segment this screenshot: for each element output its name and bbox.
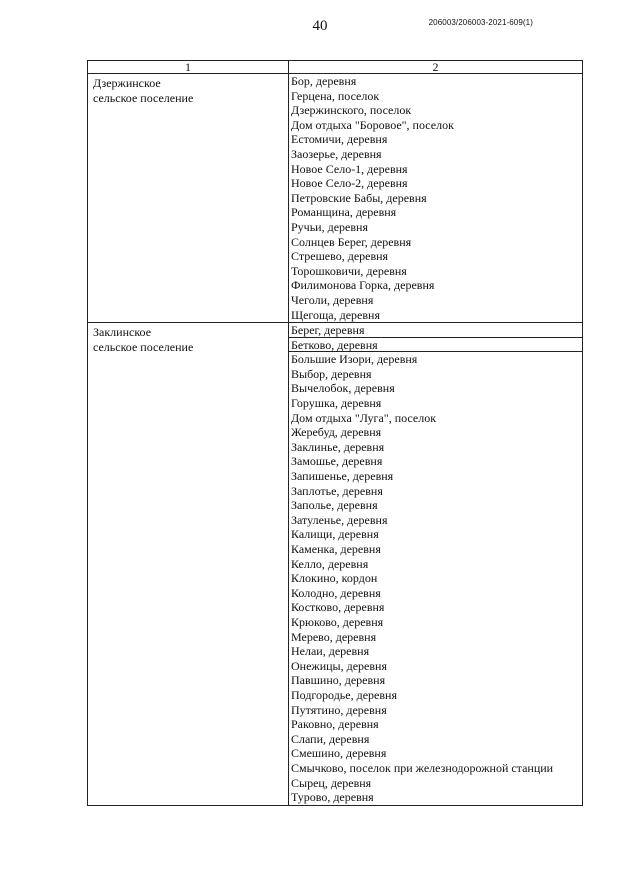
settlements-table xyxy=(87,60,583,806)
village-item: Калищи, деревня xyxy=(291,527,379,542)
village-item: Выбор, деревня xyxy=(291,366,372,381)
village-item: Горушка, деревня xyxy=(291,396,382,411)
village-item: Новое Село-2, деревня xyxy=(291,176,408,191)
village-list xyxy=(289,323,582,805)
settlement-type: сельское поселение xyxy=(93,90,194,105)
village-item: Чеголи, деревня xyxy=(291,292,374,307)
village-item: Смычково, поселок при железнодорожной станции xyxy=(291,760,554,775)
village-item: Нелаи, деревня xyxy=(291,644,370,659)
village-item: Жеребуд, деревня xyxy=(291,425,382,440)
column-header-1: 1 xyxy=(88,61,289,74)
village-item: Онежицы, деревня xyxy=(291,658,387,673)
village-item: Торошковичи, деревня xyxy=(291,263,407,278)
settlement-name: Заклинское xyxy=(93,325,152,340)
villages-cell xyxy=(289,74,583,323)
village-item: Дом отдыха "Боровое", поселок xyxy=(291,117,454,132)
village-item: Замошье, деревня xyxy=(291,454,383,469)
table-row xyxy=(88,323,583,806)
village-item: Турово, деревня xyxy=(291,790,374,805)
village-item: Заполье, деревня xyxy=(291,498,378,513)
village-item: Раковно, деревня xyxy=(291,717,379,732)
village-item: Берег, деревня xyxy=(289,323,582,338)
village-item: Каменка, деревня xyxy=(291,542,381,556)
settlement-cell xyxy=(88,74,289,323)
village-item: Смешино, деревня xyxy=(291,746,387,761)
column-header-2: 2 xyxy=(289,61,583,74)
village-item: Павшино, деревня xyxy=(291,673,386,688)
document-code: 206003/206003-2021-609(1) xyxy=(428,18,533,27)
village-item: Крюково, деревня xyxy=(291,614,384,629)
settlement-type: сельское поселение xyxy=(93,339,194,354)
village-item: Стрешево, деревня xyxy=(291,249,389,264)
village-list xyxy=(289,74,582,322)
village-item: Большие Изори, деревня xyxy=(291,352,418,367)
village-item: Подгородье, деревня xyxy=(291,687,397,702)
village-item: Бор, деревня xyxy=(291,74,357,88)
village-item: Петровские Бабы, деревня xyxy=(291,190,427,205)
village-item: Костково, деревня xyxy=(291,600,385,615)
table-row xyxy=(88,74,583,323)
village-item: Новое Село-1, деревня xyxy=(291,161,408,176)
village-item: Затуленье, деревня xyxy=(291,512,388,527)
village-item: Путятино, деревня xyxy=(291,702,387,717)
settlement-cell xyxy=(88,323,289,806)
village-item: Заозерье, деревня xyxy=(291,146,382,161)
village-item: Сырец, деревня xyxy=(291,775,372,790)
village-item: Заклинье, деревня xyxy=(291,439,385,454)
village-item: Солнцев Берег, деревня xyxy=(291,234,412,249)
village-item: Заплотье, деревня xyxy=(291,483,383,498)
village-item: Бетково, деревня xyxy=(289,338,582,353)
village-item: Келло, деревня xyxy=(291,556,369,571)
village-item: Слапи, деревня xyxy=(291,731,370,746)
table-header-row xyxy=(88,61,583,74)
village-item: Клокино, кордон xyxy=(291,571,378,586)
village-item: Дом отдыха "Луга", поселок xyxy=(291,410,437,425)
village-item: Ручьи, деревня xyxy=(291,219,368,234)
village-item: Вычелобок, деревня xyxy=(291,381,395,396)
settlement-name: Дзержинское xyxy=(93,76,161,90)
village-item: Естомичи, деревня xyxy=(291,132,388,147)
village-item: Колодно, деревня xyxy=(291,585,381,600)
village-item: Запишенье, деревня xyxy=(291,469,394,484)
village-item: Романщина, деревня xyxy=(291,205,397,220)
village-item: Филимонова Горка, деревня xyxy=(291,278,435,293)
village-item: Мерево, деревня xyxy=(291,629,377,644)
village-item: Щегоща, деревня xyxy=(291,307,380,322)
village-item: Дзержинского, поселок xyxy=(291,103,412,118)
table-body xyxy=(88,74,583,806)
village-item: Герцена, поселок xyxy=(291,88,380,103)
page-number: 40 xyxy=(312,18,328,34)
villages-cell xyxy=(289,323,583,806)
